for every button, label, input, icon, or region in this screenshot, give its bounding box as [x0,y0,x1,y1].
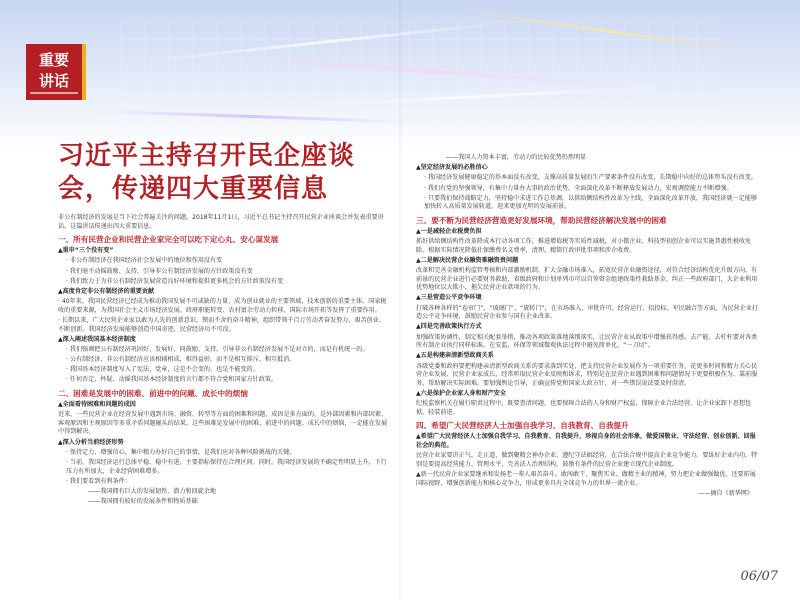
subheading: ▲深入分析当前经济形势 [58,438,124,446]
subheading: ▲全面看待困难和问题的成因 [58,401,136,409]
paragraph: 打破各种各样的“卷帘门”、“玻璃门”、“旋转门”，在市场准入、审批许可、经营运行、招投标、军民融合等方面，为民营企业打造公平竞争环境，鼓励民营企业参与国有企业改革。 [416,304,758,321]
right-text-column [416,154,761,500]
section-badge [26,44,82,100]
subheading: ▲深入阐述我国基本经济制度 [58,335,136,343]
badge-line-2: 讲话 [38,72,69,90]
section-heading: 二、困难是发展中的困难、前进中的问题、成长中的烦恼 [58,389,248,399]
paragraph: 民营企业家要讲正气、走正道，做到聚精会神办企业、遵纪守法搞经营，在合法合规中提高企业竞争能力。要练好企业内功，特别是要提高经营能力、管理水平，完善法人治理结构，鼓励有条件的民营企业建立现代企业制度。 [416,452,758,468]
paragraph: 加强政策协调性，制定相关配套举措，推动各项政策落地落细落实，让民营企业从政策中增强获得感。去产能、去杠杆要对各类所有制企业执行同样标准，在安监、环保等领域微观执法过程中避免简单化、“一刀切”。 [416,333,758,350]
paragraph: · 只要我们保持战略定力，坚持稳中求进工作总基调，以供给侧结构性改革为主线，全面深化改革开放，我国经济就一定能够加快转入高质量发展轨道，迎来更加光明的发展前景。 [424,194,757,211]
section-heading: 四、希望广大民营经济人士加强自我学习、自我教育、自我提升 [416,421,629,431]
paragraph: · 当前，我国经济运行总体平稳、稳中有进，主要指标保持在合理区间。同时，我国经济发展的不确定性明显上升，下行压力有所加大，企业经营困难增多。 [66,458,387,475]
paragraph: · 我们强调把公有制经济巩固好、发展好，同鼓励、支持、引导非公有制经济发展不是对立的，而是有机统一的。 [66,345,369,353]
section-heading: 一、所有民营企业和民营企业家完全可以吃下定心丸、安心谋发展 [58,235,279,245]
paragraph: · 我们致力于为非公有制经济发展营造良好环境和提供更多机会的方针政策没有变 [66,277,284,285]
subheading: ▲六是保护企业家人身和财产安全 [416,389,506,397]
subheading: ▲二是解决民营企业融资难融资贵问题 [416,256,519,264]
subheading: ▲一是减轻企业税费负担 [416,227,482,235]
page-number: 06/07 [740,569,778,584]
paragraph: 近来，一些民营企业在经营发展中遇到市场、融资、转型等方面的困难和问题，成因是多方面的，是外部因素和内部因素、客观原因和主观原因等多重矛盾问题碰头的结果。这些困难是发展中的困难、前进中的问题、成长中的烦恼，一定能在发展中得到解决。 [58,411,388,436]
paragraph: 各级党委和政府要把构建亲清新型政商关系的要求落到实处，把支持民营企业发展作为一项重要任务，花更多时间和精力关心民营企业发展、民营企业家成长，经常听取民营企业反映和诉求，特别是在民营企业遇到困难和问题情况下更要积极作为、靠前服务，帮助解决实际困难。要加强舆论引导，正确宣传党和国家大政方针，对一些错误说法要及时澄清。 [416,362,758,387]
paragraph: · 我们毫不动摇鼓励、支持、引导非公有制经济发展的方针政策没有变 [66,267,253,275]
paragraph: · 40年来，我国民营经济已经成为推动我国发展不可或缺的力量，成为创业就业的主要领域、技术创新的重要主体、国家税收的重要来源，为我国社会主义市场经济发展、政府职能转变、农村富余劳动力转移、国际市场开拓等发挥了重要作用。 [58,298,387,314]
badge-underline [30,92,78,94]
paragraph: ——我国人力资本丰富，劳动力的比较优势仍然明显 [446,154,587,161]
subheading: ▲高度肯定非公有制经济的重要贡献 [58,287,155,295]
subheading: ▲重申“三个没有变” [58,247,114,255]
subheading: ▲三是营造公平竞争环境 [416,294,482,302]
paragraph: · 保持定力，增强信心，集中精力办好自己的事情，是我们应对各种风险挑战的关键。 [66,448,296,456]
badge-accent-bar [82,44,86,100]
paragraph: · 我国基本经济制度写入了宪法、党章，这是不会变的，也是不能变的。 [66,366,259,374]
paragraph: 抓好供给侧结构性改革降成本行动各项工作，推进增值税等实质性减税，对小微企业、科技型初创企业可以实施普惠性税收免除。根据实际情况降低社保缴费名义费率，清理、精简行政审批事项和涉企收费。 [416,238,752,254]
subheading: ▲希望广大民营经济人士加强自我学习、自我教育、自我提升，珍视自身的社会形象，做爱国敬业、守法经营、创业创新、回报社会的典范。 [416,433,756,449]
paragraph: ▲新一代民营企业家要继承和发扬老一辈人艰苦奋斗、敢闯敢干、聚焦实业、做精主业的精神，努力把企业做强做优。还要拓展国际视野，增强创新能力和核心竞争力，形成更多具有全球竞争力的世界一流企业。 [416,470,756,487]
left-text-column [58,214,388,508]
section-heading: 三、要不断为民营经济营造更好发展环境，帮助民营经济解决发展中的困难 [416,215,667,225]
paragraph: 改革和完善金融机构监管考核和内部激励机制，扩大金融市场准入，拓宽民营企业融资途径，对符合经济结构优化升级方向、有前景的民营企业进行必要财务救助，省级政府和计划单列市可以自筹资金组建政策性救助基金，纠正一些政府部门、大企业利用优势地位以大欺小、拖欠民营企业款项的行为。 [416,267,758,292]
paragraph: · 长期以来，广大民营企业家以敢为人先的创新意识、锲而不舍的奋斗精神，组织带领千百万劳动者奋发努力、艰苦创业、不断创新。我国经济发展能够创造中国奇迹，民营经济功不可没。 [58,316,385,333]
paragraph: · 我们要看到有利条件： [66,477,131,485]
paragraph: 非公有制经济的发展是当下社会普遍关注的问题。2018年11月1日，习近平总书记主持召开民营企业座谈会并发表重要讲话。这篇讲话传递出四大重要信息。 [58,214,384,230]
subheading: ▲五是构建亲清新型政商关系 [416,352,494,360]
subheading: ▲四是完善政策执行方式 [416,323,482,331]
article-title: 习近平主持召开民企座谈会，传递四大重要信息 [58,141,356,204]
source-credit: ——摘自《新华网》 [698,489,753,497]
paragraph: 纪检监察机关在履行职责过程中，既要查清问题，也要保障合法的人身和财产权益，保障企业合法经营。让企业家卸下思想包袱，轻装前进。 [416,400,752,416]
paragraph: · 公有制经济、非公有制经济应该相辅相成、相得益彰，而不是相互排斥、相互抵消。 [66,356,296,364]
subheading: ▲坚定经济发展的必胜信心 [416,164,488,172]
paragraph: · 我国经济发展健康稳定的基本面没有改变，支撑高质量发展的生产要素条件没有改变，长期稳中向好的总体势头没有改变。 [424,174,757,182]
paragraph: · 任何否定、怀疑、动摇我国基本经济制度的言行都不符合党和国家方针政策。 [66,376,278,384]
paragraph: ——我国拥有较好的发展条件和物质基础 [88,498,198,506]
paragraph: · 非公有制经济在我国经济社会发展中的地位和作用没有变 [66,257,223,265]
paragraph: ——我国拥有巨大的发展韧性、潜力和回旋余地 [88,487,216,495]
badge-line-1: 重要 [38,51,69,69]
paragraph: · 我们有党的坚强领导，有集中力量办大事的政治优势，全面深化改革不断释放发展动力，宏观调控能力不断增强。 [424,184,733,192]
page-gutter [399,0,403,600]
